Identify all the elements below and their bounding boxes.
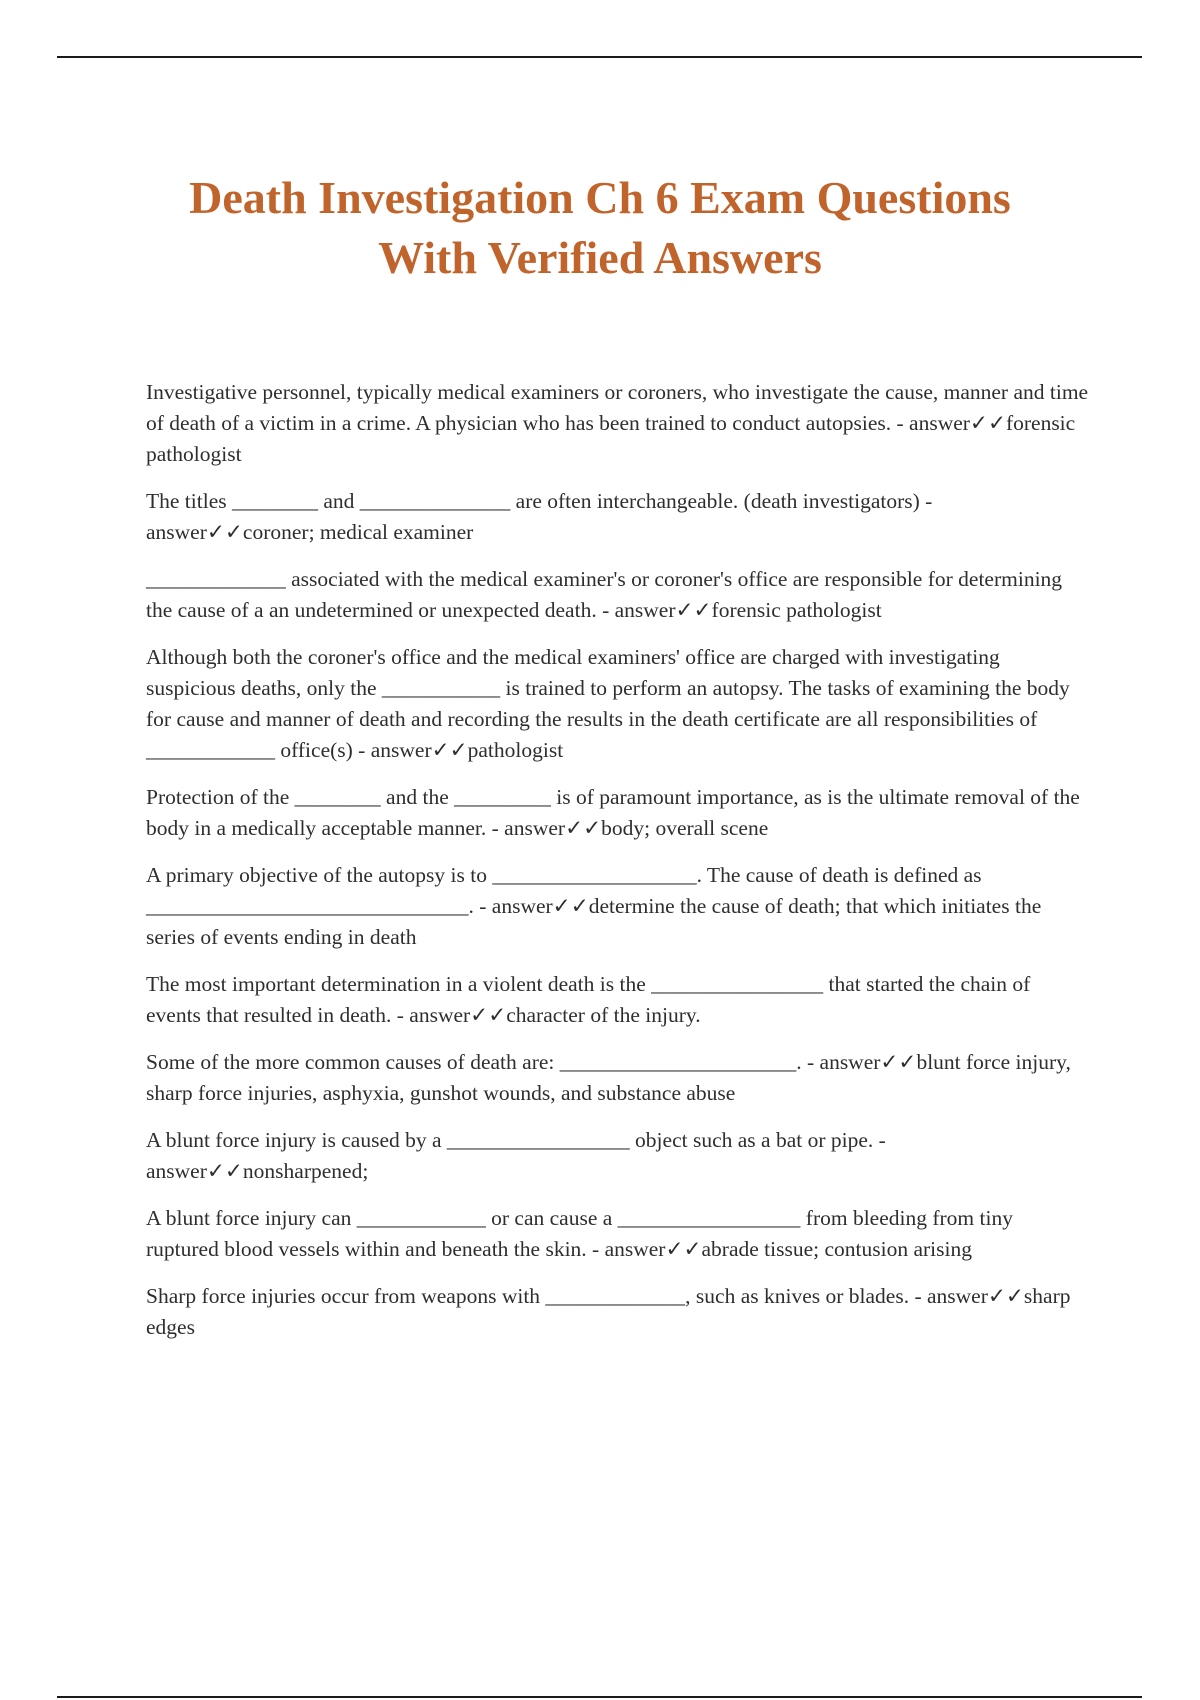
qa-item-9: A blunt force injury is caused by a _________________ object such as a bat or pipe. - answer✓✓nonsharpened; <box>146 1128 886 1183</box>
qa-item-2: The titles ________ and ______________ are often interchangeable. (death investigators) - answer✓✓coroner; medical examiner <box>146 489 933 544</box>
qa-item-4: Although both the coroner's office and the medical examiners' office are charged with investigating suspicious deaths, only the ___________ is trained to perform an autopsy. The tasks of examining the body for cause and manner of death and recording the results in the death certificate are all responsibilities of ____________ office(s) - answer✓✓pathologist <box>146 645 1070 762</box>
qa-item-3: _____________ associated with the medical examiner's or coroner's office are responsible for determining the cause of a an undetermined or unexpected death. - answer✓✓forensic pathologist <box>146 567 1063 622</box>
bottom-rule <box>57 1696 1142 1698</box>
top-rule <box>57 56 1142 58</box>
document-title-line-1: Death Investigation Ch 6 Exam Questions <box>189 172 1011 223</box>
document-title <box>0 168 1200 288</box>
qa-item-7: The most important determination in a violent death is the ________________ that started the chain of events that resulted in death. - answer✓✓character of the injury. <box>146 972 1031 1027</box>
qa-item-6: A primary objective of the autopsy is to ___________________. The cause of death is defined as ______________________________. - answer✓✓determine the cause of death; that which initiates the series of events ending in death <box>146 863 1042 949</box>
qa-item-5: Protection of the ________ and the _________ is of paramount importance, as is the ultimate removal of the body in a medically acceptable manner. - answer✓✓body; overall scene <box>146 785 1080 840</box>
qa-item-10: A blunt force injury can ____________ or can cause a _________________ from bleeding from tiny ruptured blood vessels within and beneath the skin. - answer✓✓abrade tissue; contusion arising <box>146 1206 1013 1261</box>
qa-list <box>146 377 1090 1359</box>
document-title-line-2: With Verified Answers <box>378 232 822 283</box>
qa-item-1: Investigative personnel, typically medical examiners or coroners, who investigate the cause, manner and time of death of a victim in a crime. A physician who has been trained to conduct autopsies. - answer✓✓forensic pathologist <box>146 380 1089 466</box>
qa-item-8: Some of the more common causes of death are: ______________________. - answer✓✓blunt force injury, sharp force injuries, asphyxia, gunshot wounds, and substance abuse <box>146 1050 1071 1105</box>
qa-item-11: Sharp force injuries occur from weapons with _____________, such as knives or blades. - answer✓✓sharp edges <box>146 1284 1071 1339</box>
